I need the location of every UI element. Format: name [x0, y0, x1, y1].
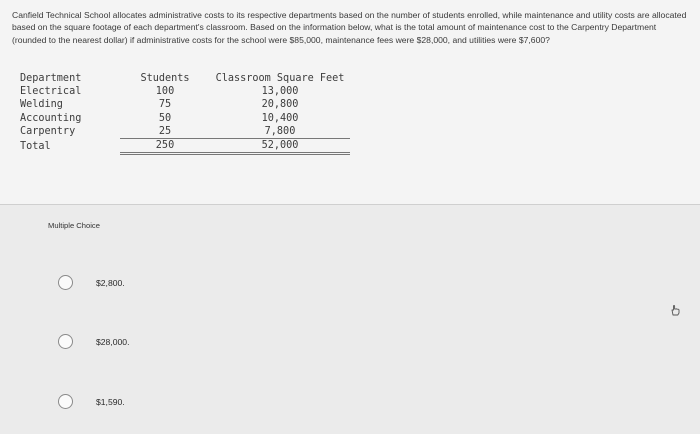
cell-department: Accounting	[20, 112, 82, 124]
cell-students: 50	[158, 112, 172, 124]
cell-students: 75	[158, 99, 172, 111]
table-row	[20, 85, 350, 98]
table-row	[20, 112, 350, 125]
cell-department: Carpentry	[20, 126, 76, 138]
header-square-feet: Classroom Square Feet	[215, 73, 345, 84]
cell-department: Welding	[20, 99, 63, 111]
multiple-choice-label: Multiple Choice	[48, 221, 100, 230]
radio-button[interactable]	[58, 275, 73, 290]
cell-department: Electrical	[20, 86, 82, 98]
radio-button[interactable]	[58, 394, 73, 409]
cell-square-feet: 10,400	[261, 112, 299, 124]
table-total-row	[20, 139, 350, 154]
choice-option-3[interactable]	[58, 394, 358, 414]
cell-square-feet: 7,800	[210, 125, 350, 139]
cursor-hand-icon	[669, 304, 681, 316]
cell-square-feet: 13,000	[261, 86, 299, 98]
table-row	[20, 98, 350, 111]
cell-students: 25	[120, 125, 210, 139]
radio-button[interactable]	[58, 334, 73, 349]
department-data-table	[20, 72, 350, 155]
cell-square-feet: 20,800	[261, 99, 299, 111]
header-department: Department	[20, 73, 82, 84]
choice-option-2[interactable]	[58, 334, 358, 354]
question-panel	[0, 0, 700, 205]
table-header-row	[20, 72, 350, 85]
cell-students: 250	[120, 139, 210, 154]
choice-text: $28,000.	[96, 337, 130, 347]
cell-square-feet: 52,000	[210, 139, 350, 154]
choice-text: $2,800.	[96, 278, 125, 288]
choice-text: $1,590.	[96, 397, 125, 407]
cell-department: Total	[20, 140, 51, 152]
answer-area	[0, 205, 700, 434]
question-text: Canfield Technical School allocates administrative costs to its respective departments based on the number of students enrolled, while maintenance and utility costs are allocated based on the square footage of each department's classroom. Based on the information below, what is the total amount of maintenance cost to the Carpentry Department (rounded to the nearest dollar) if administrative costs for the school were $85,000, maintenance fees were $28,000, and utilities were $7,600?	[12, 10, 687, 45]
table-row	[20, 125, 350, 139]
cell-students: 100	[155, 86, 175, 98]
choice-option-1[interactable]	[58, 275, 358, 295]
header-students: Students	[140, 73, 190, 84]
